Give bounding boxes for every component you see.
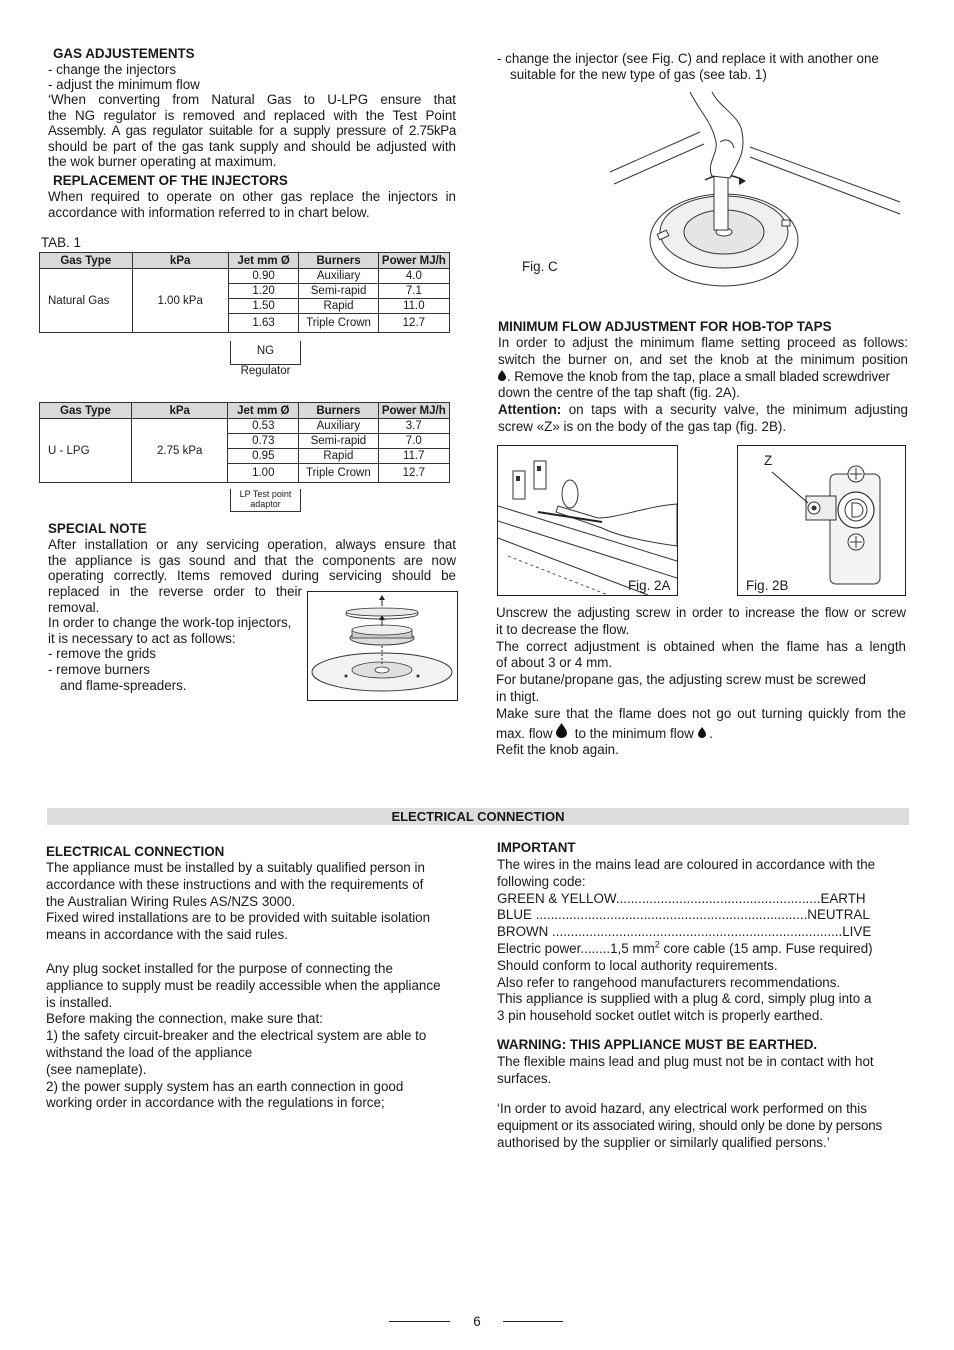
burner-illustration	[307, 591, 458, 701]
table-row: 0.95 Rapid 11.7	[40, 449, 450, 464]
min-flow-title: MINIMUM FLOW ADJUSTMENT FOR HOB-TOP TAPS	[498, 319, 832, 334]
fig-2b-illustration	[737, 445, 906, 596]
special-note-steps: replaced in the reverse order to their removal. In order to change the work-top injectors, it is necessary to act as follows: - remove the grids - remove burners and flame-spreaders.	[48, 584, 302, 693]
lpg-table	[39, 402, 450, 483]
max-flame-icon	[556, 726, 567, 741]
replacement-paragraph: When required to operate on other gas replace the injectors in accordance with information referred to in chart below.	[48, 189, 456, 221]
fig-c-illustration	[600, 92, 910, 292]
fig-c-caption: Fig. C	[522, 259, 558, 274]
min-flame-icon	[698, 726, 706, 741]
electrical-title: ELECTRICAL CONNECTION	[46, 844, 225, 859]
footer-rule-right	[503, 1321, 563, 1322]
section-title-bar: ELECTRICAL CONNECTION	[47, 808, 909, 825]
special-note-title: SPECIAL NOTE	[48, 521, 147, 536]
footer-rule-left	[389, 1321, 450, 1322]
warning-title: WARNING: THIS APPLIANCE MUST BE EARTHED.	[497, 1037, 818, 1052]
text-line: - change the injectors	[48, 62, 177, 77]
fig-2a-caption: Fig. 2A	[628, 578, 671, 593]
table-header-row: Gas Type kPa Jet mm Ø Burners Power MJ/h	[40, 403, 450, 419]
lp-test-point-note: LP Test point adaptor	[230, 489, 301, 512]
conversion-paragraph: ‘When converting from Natural Gas to U-LPG ensure that the NG regulator is removed and replaced with the Test Point Assembly. A gas regulator suitable for a supply pressure of 2.75kPa should be part of the gas tank supply and should be adjusted with the wok burner operating at maximum.	[48, 92, 456, 170]
tab1-label: TAB. 1	[41, 235, 81, 250]
table-row: 0.73 Semi-rapid 7.0	[40, 434, 450, 449]
min-flow-paragraph: In order to adjust the minimum flame setting proceed as follows: switch the burner on, and set the knob at the minimum position . Remove the knob from the tap, place a small bladed screwdriver down the centre of the tap shaft (fig. 2A). Attention: on taps with a security valve, the minimum adjusting screw «Z» is on the body of the gas tap (fig. 2B).	[498, 335, 908, 434]
hazard-paragraph: ‘In order to avoid hazard, any electrical work performed on this equipment or its associated wiring, should only be done by persons authorised by the supplier or similarly qualified persons.’	[497, 1101, 883, 1150]
min-flame-icon	[498, 369, 507, 386]
gas-adjustments-title: GAS ADJUSTEMENTS	[53, 46, 195, 61]
screw-z-label: Z	[764, 453, 773, 468]
table-row: 1.50 Rapid 11.0	[40, 299, 450, 314]
table-row: 1.00 Triple Crown 12.7	[40, 464, 450, 483]
important-paragraph: The wires in the mains lead are coloured in accordance with the following code: GREEN & YELLOW.......................................................EARTH BLUE .........................................................................NEUTRAL BROWN ..............................................................................LIVE Electric power........1,5 $mm^2$ core cable (15 amp. Fuse required) Should conform to local authority requirements. Also refer to rangehood manufacturers recommendations. This appliance is supplied with a plug & cord, simply plug into a 3 pin household socket outlet witch is properly earthed.	[497, 857, 907, 1025]
important-title: IMPORTANT	[497, 840, 576, 855]
wire-live: BROWN ..............................................................................LIVE	[497, 924, 872, 940]
warning-paragraph: The flexible mains lead and plug must not be in contact with hot surfaces.	[497, 1054, 874, 1086]
table-header-row: Gas Type kPa Jet mm Ø Burners Power MJ/h	[40, 253, 450, 269]
text-line: - adjust the minimum flow	[48, 77, 200, 92]
injector-step: - change the injector (see Fig. C) and replace it with another one suitable for the new type of gas (see tab. 1)	[497, 51, 879, 83]
page-number: 6	[473, 1314, 481, 1329]
ng-regulator-note: NG Regulator	[230, 341, 301, 365]
wire-earth: GREEN & YELLOW.......................................................EARTH	[497, 890, 866, 906]
electrical-paragraph-1: The appliance must be installed by a suitably qualified person in accordance with these instructions and with the requirements of the Australian Wiring Rules AS/NZS 3000. Fixed wired installations are to be provided with suitable isolation means in accordance with the said rules.	[46, 860, 431, 943]
fig-2a-illustration	[497, 445, 678, 596]
electrical-paragraph-2: Any plug socket installed for the purpose of connecting the appliance to supply must be readily accessible when the appliance is installed. Before making the connection, make sure that: 1) the safety circuit-breaker and the electrical system are able to withstand the load of the appliance (see nameplate). 2) the power supply system has an earth connection in good working order in accordance with the regulations in force;	[46, 961, 441, 1111]
table-row: Natural Gas 1.00 kPa 0.90 Auxiliary 4.0	[40, 269, 450, 284]
unscrew-paragraph: Unscrew the adjusting screw in order to increase the flow or screw it to decrease the flow. The correct adjustment is obtained when the flame has a length of about 3 or 4 mm. For butane/propane gas, the adjusting screw must be screwed in thigt. Make sure that the flame does not go out turning quickly from the max. flow to the minimum flow . Refit the knob again.	[496, 605, 906, 758]
table-row: 1.20 Semi-rapid 7.1	[40, 284, 450, 299]
table-row: U - LPG 2.75 kPa 0.53 Auxiliary 3.7	[40, 419, 450, 434]
special-note-paragraph: After installation or any servicing operation, always ensure that the appliance is gas sound and that the components are now operating correctly. Items removed during servicing should be	[48, 537, 456, 584]
replacement-title: REPLACEMENT OF THE INJECTORS	[53, 173, 288, 188]
fig-2b-caption: Fig. 2B	[746, 578, 789, 593]
wire-neutral: BLUE .........................................................................NEUTRAL	[497, 907, 870, 923]
natural-gas-table	[39, 252, 450, 333]
table-row: 1.63 Triple Crown 12.7	[40, 314, 450, 333]
